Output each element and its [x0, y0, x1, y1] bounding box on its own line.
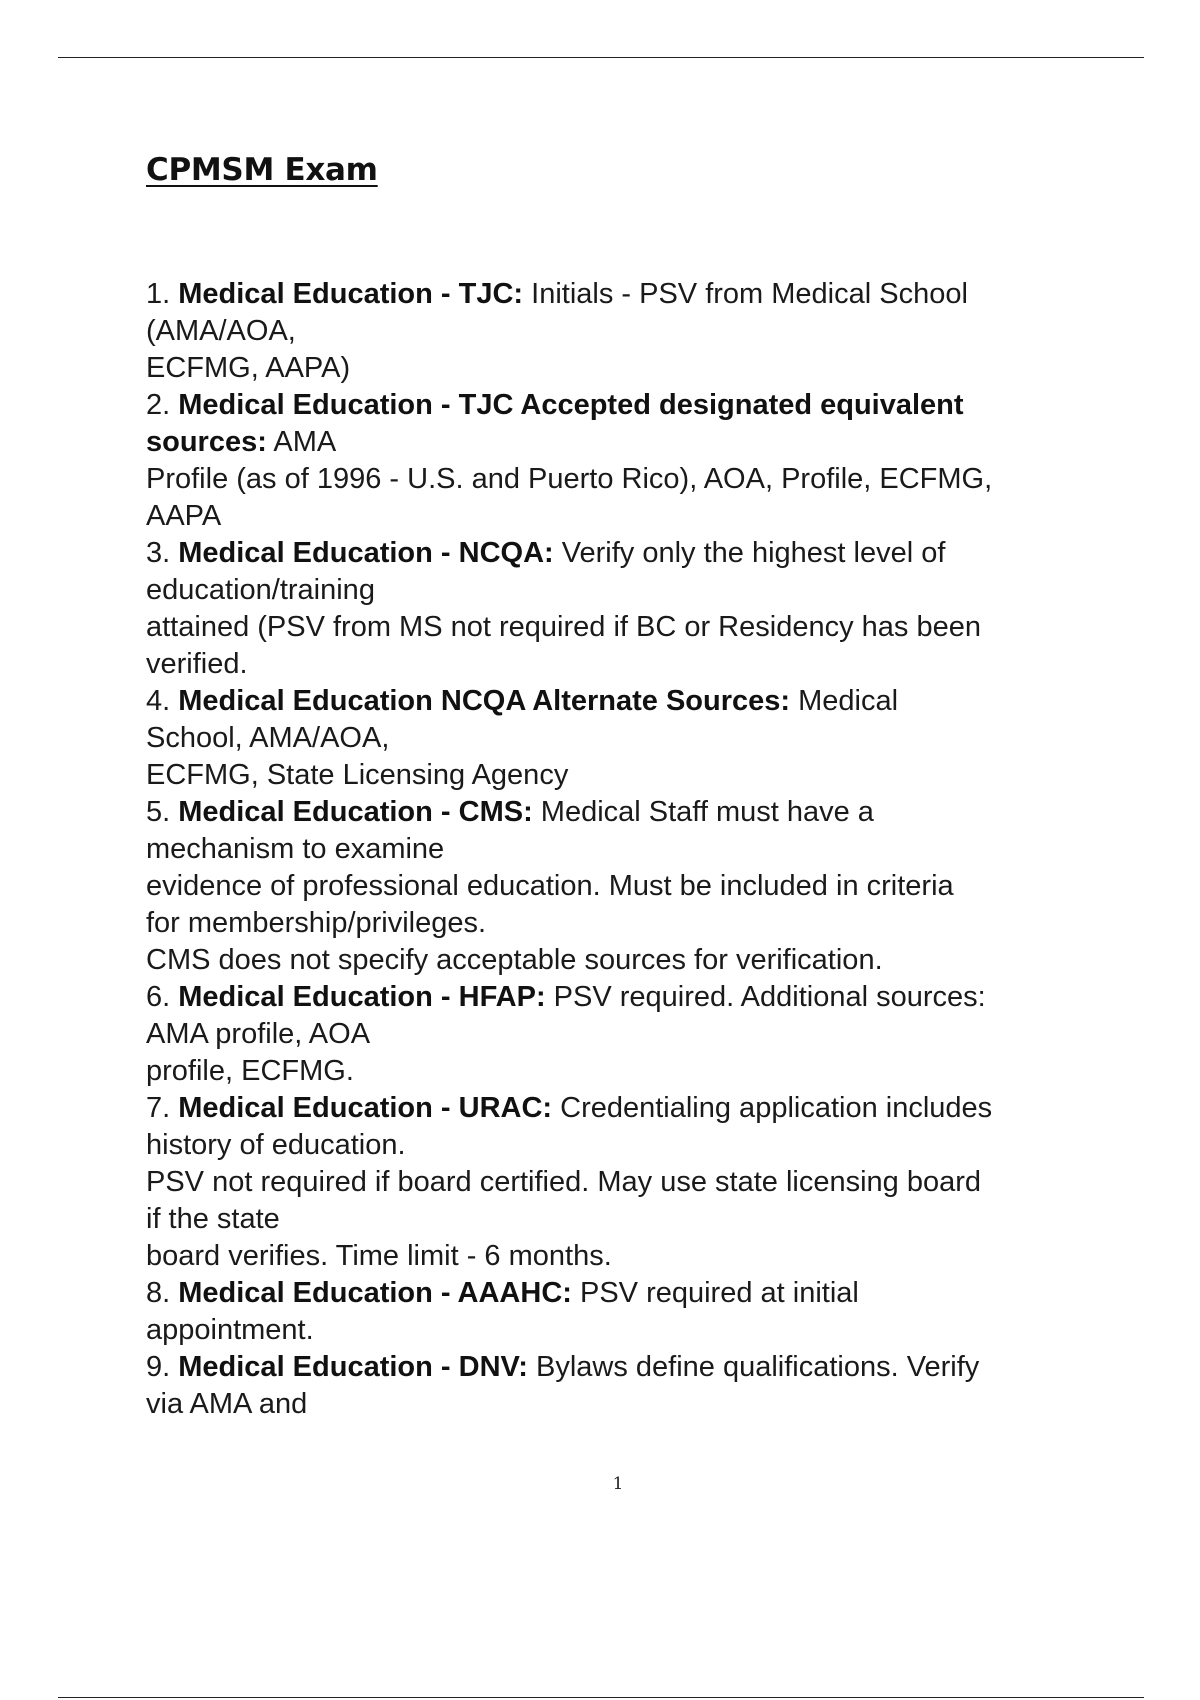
question-line: for membership/privileges. — [146, 907, 487, 939]
question-text: Medical — [790, 685, 899, 717]
question-text: AMA — [266, 426, 337, 458]
question-line: mechanism to examine — [146, 833, 445, 865]
question-number: 8. — [146, 1277, 171, 1309]
question-term: Medical Education - DNV: — [178, 1351, 528, 1383]
question-line — [146, 424, 1106, 461]
question-number: 3. — [146, 537, 171, 569]
question-line: evidence of professional education. Must be included in criteria — [146, 870, 954, 902]
question-line: verified. — [146, 648, 248, 680]
question-number: 1. — [146, 278, 171, 310]
question-item-4 — [146, 683, 1106, 794]
question-line — [146, 683, 1106, 720]
question-line — [146, 794, 1106, 831]
question-term: Medical Education - HFAP: — [178, 981, 546, 1013]
question-number: 7. — [146, 1092, 171, 1124]
question-line: ECFMG, State Licensing Agency — [146, 759, 569, 791]
question-term: Medical Education - TJC Accepted designated equivalent — [178, 389, 964, 421]
question-line: appointment. — [146, 1314, 314, 1346]
question-text: PSV required at initial — [571, 1277, 859, 1309]
footer-rule — [58, 1697, 1144, 1698]
question-text: Medical Staff must have a — [532, 796, 874, 828]
question-line: AMA profile, AOA — [146, 1018, 371, 1050]
question-number: 4. — [146, 685, 171, 717]
question-text: Initials - PSV from Medical School — [523, 278, 968, 310]
question-line: CMS does not specify acceptable sources for verification. — [146, 944, 883, 976]
header-rule — [58, 57, 1144, 58]
question-line: PSV not required if board certified. May use state licensing board — [146, 1166, 982, 1198]
question-text: Credentialing application includes — [552, 1092, 993, 1124]
question-line: (AMA/AOA, — [146, 315, 296, 347]
question-number: 9. — [146, 1351, 171, 1383]
question-line: education/training — [146, 574, 375, 606]
question-line: via AMA and — [146, 1388, 308, 1420]
question-term: sources: — [146, 426, 267, 458]
question-item-9 — [146, 1349, 1106, 1423]
question-line — [146, 1275, 1106, 1312]
question-number: 6. — [146, 981, 171, 1013]
question-line — [146, 535, 1106, 572]
question-line — [146, 1090, 1106, 1127]
question-term: Medical Education - TJC: — [178, 278, 524, 310]
question-term: Medical Education - URAC: — [178, 1092, 553, 1124]
document-title: CPMSM Exam — [146, 152, 378, 188]
question-item-3 — [146, 535, 1106, 683]
question-line: board verifies. Time limit - 6 months. — [146, 1240, 612, 1272]
question-line — [146, 979, 1106, 1016]
question-term: Medical Education - NCQA: — [178, 537, 554, 569]
question-text: PSV required. Additional sources: — [545, 981, 986, 1013]
question-term: Medical Education - AAAHC: — [178, 1277, 572, 1309]
question-line: attained (PSV from MS not required if BC or Residency has been — [146, 611, 981, 643]
question-item-6 — [146, 979, 1106, 1090]
question-item-8 — [146, 1275, 1106, 1349]
question-item-2 — [146, 387, 1106, 535]
question-line: AAPA — [146, 500, 222, 532]
question-line: ECFMG, AAPA) — [146, 352, 351, 384]
question-item-5 — [146, 794, 1106, 979]
question-line: history of education. — [146, 1129, 406, 1161]
question-line — [146, 387, 1106, 424]
question-line: profile, ECFMG. — [146, 1055, 354, 1087]
question-line: School, AMA/AOA, — [146, 722, 390, 754]
question-number: 2. — [146, 389, 171, 421]
question-text: Verify only the highest level of — [553, 537, 946, 569]
question-term: Medical Education NCQA Alternate Sources: — [178, 685, 791, 717]
question-item-7 — [146, 1090, 1106, 1275]
question-line — [146, 1349, 1106, 1386]
question-number: 5. — [146, 796, 171, 828]
page-number: 1 — [612, 1474, 624, 1494]
question-text: Bylaws define qualifications. Verify — [527, 1351, 980, 1383]
question-list — [146, 276, 1106, 1423]
question-line — [146, 276, 1106, 313]
question-item-1 — [146, 276, 1106, 387]
question-line: Profile (as of 1996 - U.S. and Puerto Rico), AOA, Profile, ECFMG, — [146, 463, 993, 495]
question-term: Medical Education - CMS: — [178, 796, 533, 828]
question-line: if the state — [146, 1203, 280, 1235]
